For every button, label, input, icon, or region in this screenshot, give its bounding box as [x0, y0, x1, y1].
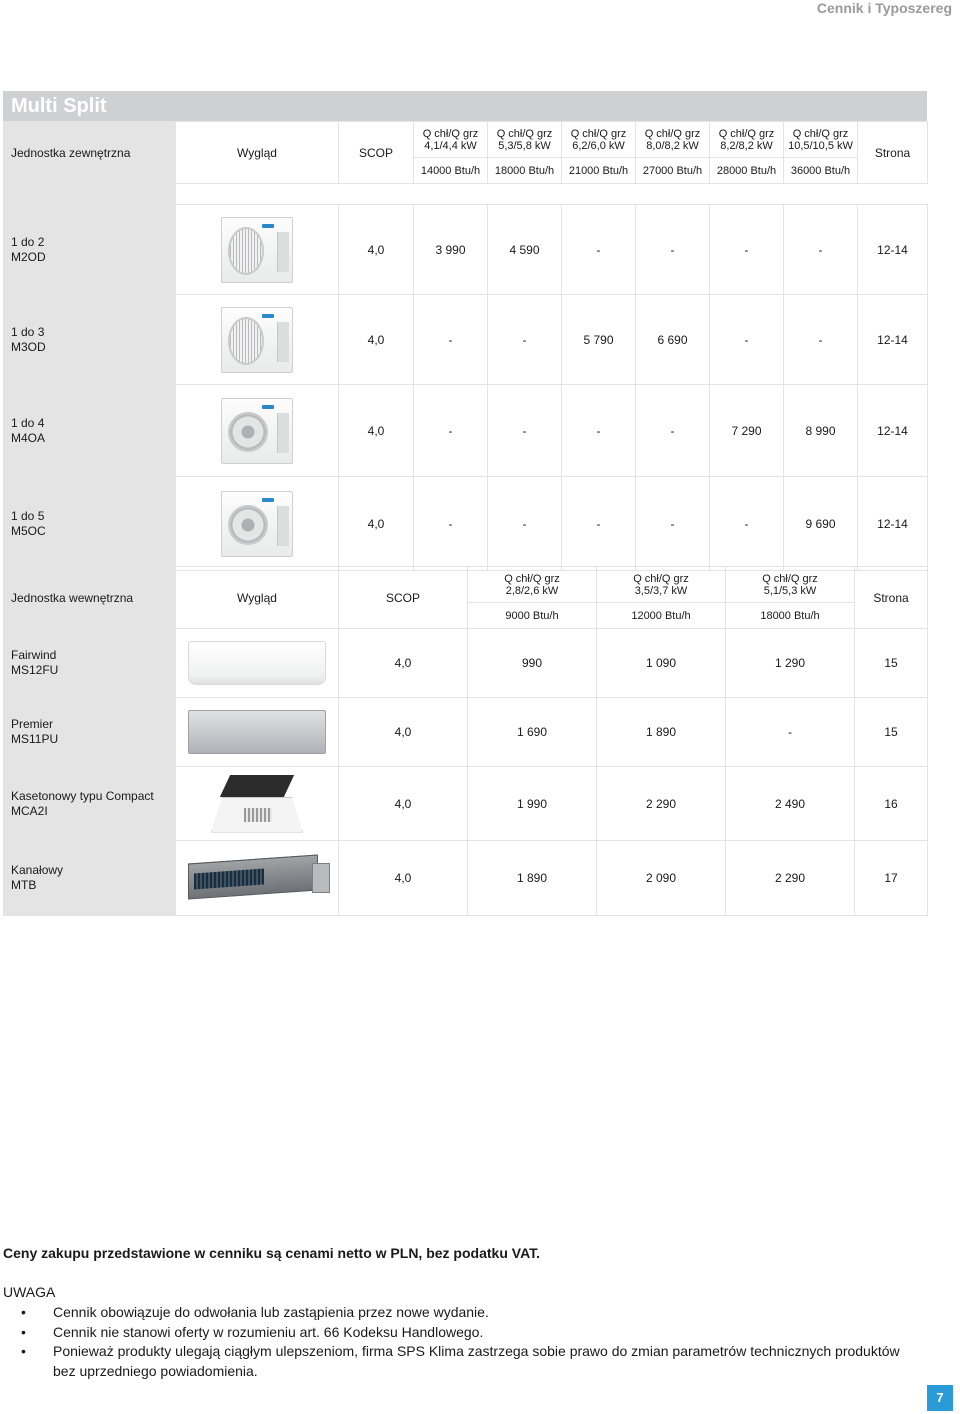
- price-cell: -: [414, 477, 488, 571]
- price-cell: 6 690: [636, 295, 710, 385]
- cassette-unit-image: [176, 767, 339, 841]
- scop-cell: 4,0: [339, 385, 414, 477]
- scop-cell: 4,0: [339, 767, 468, 841]
- price-cell: 1 290: [726, 629, 855, 698]
- indoor-page-header: Strona: [855, 567, 928, 629]
- outdoor-look-header: Wygląd: [176, 122, 339, 184]
- scop-cell: 4,0: [339, 841, 468, 916]
- price-cell: 2 090: [597, 841, 726, 916]
- price-cell: -: [488, 477, 562, 571]
- unit-name-cell: 1 do 5 M5OC: [4, 477, 176, 571]
- price-cell: -: [726, 698, 855, 767]
- price-cell: 3 990: [414, 205, 488, 295]
- price-cell: 5 790: [562, 295, 636, 385]
- indoor-units-table: [3, 566, 928, 916]
- page-cell: 12-14: [858, 295, 928, 385]
- indoor-scop-header: SCOP: [339, 567, 468, 629]
- unit-name-cell: 1 do 3 M3OD: [4, 295, 176, 385]
- indoor-btu-header: 12000 Btu/h: [597, 603, 726, 629]
- table-row: [4, 477, 928, 571]
- unit-name-cell: 1 do 2 M2OD: [4, 205, 176, 295]
- warning-list: [3, 1303, 903, 1381]
- outdoor-btu-header: 18000 Btu/h: [488, 158, 562, 184]
- price-cell: -: [414, 385, 488, 477]
- page-header-title: Cennik i Typoszereg: [816, 0, 952, 16]
- unit-name-cell: Fairwind MS12FU: [4, 629, 176, 698]
- vat-note: Ceny zakupu przedstawione w cenniku są cenami netto w PLN, bez podatku VAT.: [3, 1245, 541, 1261]
- price-cell: 7 290: [710, 385, 784, 477]
- outdoor-capacity-header: Q chł/Q grz 4,1/4,4 kW: [414, 122, 488, 158]
- price-cell: -: [636, 385, 710, 477]
- warning-title: UWAGA: [3, 1284, 56, 1300]
- outdoor-unit-header: Jednostka zewnętrzna: [4, 122, 176, 184]
- indoor-btu-header: 9000 Btu/h: [468, 603, 597, 629]
- table-row: [4, 767, 928, 841]
- price-cell: -: [562, 205, 636, 295]
- price-cell: 1 990: [468, 767, 597, 841]
- price-cell: -: [710, 295, 784, 385]
- unit-name-cell: Premier MS11PU: [4, 698, 176, 767]
- indoor-capacity-header: Q chł/Q grz 5,1/5,3 kW: [726, 567, 855, 603]
- price-cell: 1 890: [468, 841, 597, 916]
- price-cell: -: [414, 295, 488, 385]
- price-cell: -: [488, 295, 562, 385]
- outdoor-btu-header: 36000 Btu/h: [784, 158, 858, 184]
- price-cell: -: [636, 477, 710, 571]
- price-cell: 8 990: [784, 385, 858, 477]
- price-cell: 990: [468, 629, 597, 698]
- indoor-capacity-header: Q chł/Q grz 2,8/2,6 kW: [468, 567, 597, 603]
- list-item: • Ponieważ produkty ulegają ciągłym ulepszeniom, firma SPS Klima zastrzega sobie prawo do zmian parametrów technicznych produktów bez uprzedniego powiadomienia.: [3, 1342, 903, 1381]
- outdoor-page-header: Strona: [858, 122, 928, 184]
- price-cell: 1 690: [468, 698, 597, 767]
- indoor-btu-header: 18000 Btu/h: [726, 603, 855, 629]
- outdoor-unit-image: [176, 205, 339, 295]
- page-cell: 17: [855, 841, 928, 916]
- table-row: [4, 698, 928, 767]
- price-cell: 2 290: [597, 767, 726, 841]
- page-cell: 12-14: [858, 205, 928, 295]
- page-number: 7: [927, 1385, 953, 1411]
- outdoor-capacity-header: Q chł/Q grz 8,0/8,2 kW: [636, 122, 710, 158]
- table-row: [4, 385, 928, 477]
- price-cell: 1 090: [597, 629, 726, 698]
- price-cell: -: [488, 385, 562, 477]
- price-cell: -: [562, 477, 636, 571]
- outdoor-unit-image: [176, 477, 339, 571]
- outdoor-btu-header: 21000 Btu/h: [562, 158, 636, 184]
- list-item: • Cennik obowiązuje do odwołania lub zastąpienia przez nowe wydanie.: [3, 1303, 903, 1323]
- price-cell: -: [784, 205, 858, 295]
- table-row: [4, 295, 928, 385]
- unit-name-cell: 1 do 4 M4OA: [4, 385, 176, 477]
- price-cell: -: [784, 295, 858, 385]
- outdoor-capacity-header: Q chł/Q grz 6,2/6,0 kW: [562, 122, 636, 158]
- outdoor-unit-image: [176, 385, 339, 477]
- outdoor-capacity-header: Q chł/Q grz 5,3/5,8 kW: [488, 122, 562, 158]
- scop-cell: 4,0: [339, 205, 414, 295]
- price-cell: 2 490: [726, 767, 855, 841]
- price-cell: -: [710, 205, 784, 295]
- price-cell: 2 290: [726, 841, 855, 916]
- page-cell: 12-14: [858, 385, 928, 477]
- price-cell: -: [636, 205, 710, 295]
- outdoor-scop-header: SCOP: [339, 122, 414, 184]
- page-cell: 16: [855, 767, 928, 841]
- outdoor-header-row: [4, 122, 928, 158]
- outdoor-capacity-header: Q chł/Q grz 10,5/10,5 kW: [784, 122, 858, 158]
- scop-cell: 4,0: [339, 295, 414, 385]
- outdoor-btu-header: 27000 Btu/h: [636, 158, 710, 184]
- wall-unit-silver-image: [176, 698, 339, 767]
- unit-name-cell: Kanałowy MTB: [4, 841, 176, 916]
- duct-unit-image: [176, 841, 339, 916]
- table-row: [4, 841, 928, 916]
- outdoor-capacity-header: Q chł/Q grz 8,2/8,2 kW: [710, 122, 784, 158]
- price-cell: -: [710, 477, 784, 571]
- page-cell: 15: [855, 629, 928, 698]
- unit-name-cell: Kasetonowy typu Compact MCA2I: [4, 767, 176, 841]
- indoor-header-row: [4, 567, 928, 603]
- indoor-capacity-header: Q chł/Q grz 3,5/3,7 kW: [597, 567, 726, 603]
- outdoor-units-table: [3, 121, 928, 571]
- price-cell: 4 590: [488, 205, 562, 295]
- list-item: • Cennik nie stanowi oferty w rozumieniu art. 66 Kodeksu Handlowego.: [3, 1323, 903, 1343]
- scop-cell: 4,0: [339, 477, 414, 571]
- table-row: [4, 205, 928, 295]
- outdoor-btu-header: 28000 Btu/h: [710, 158, 784, 184]
- price-cell: -: [562, 385, 636, 477]
- page-cell: 15: [855, 698, 928, 767]
- indoor-unit-header: Jednostka wewnętrzna: [4, 567, 176, 629]
- outdoor-btu-header: 14000 Btu/h: [414, 158, 488, 184]
- scop-cell: 4,0: [339, 629, 468, 698]
- wall-unit-white-image: [176, 629, 339, 698]
- page-cell: 12-14: [858, 477, 928, 571]
- price-cell: 9 690: [784, 477, 858, 571]
- section-title: Multi Split: [3, 91, 927, 121]
- table-row: [4, 629, 928, 698]
- indoor-look-header: Wygląd: [176, 567, 339, 629]
- scop-cell: 4,0: [339, 698, 468, 767]
- price-cell: 1 890: [597, 698, 726, 767]
- outdoor-unit-image: [176, 295, 339, 385]
